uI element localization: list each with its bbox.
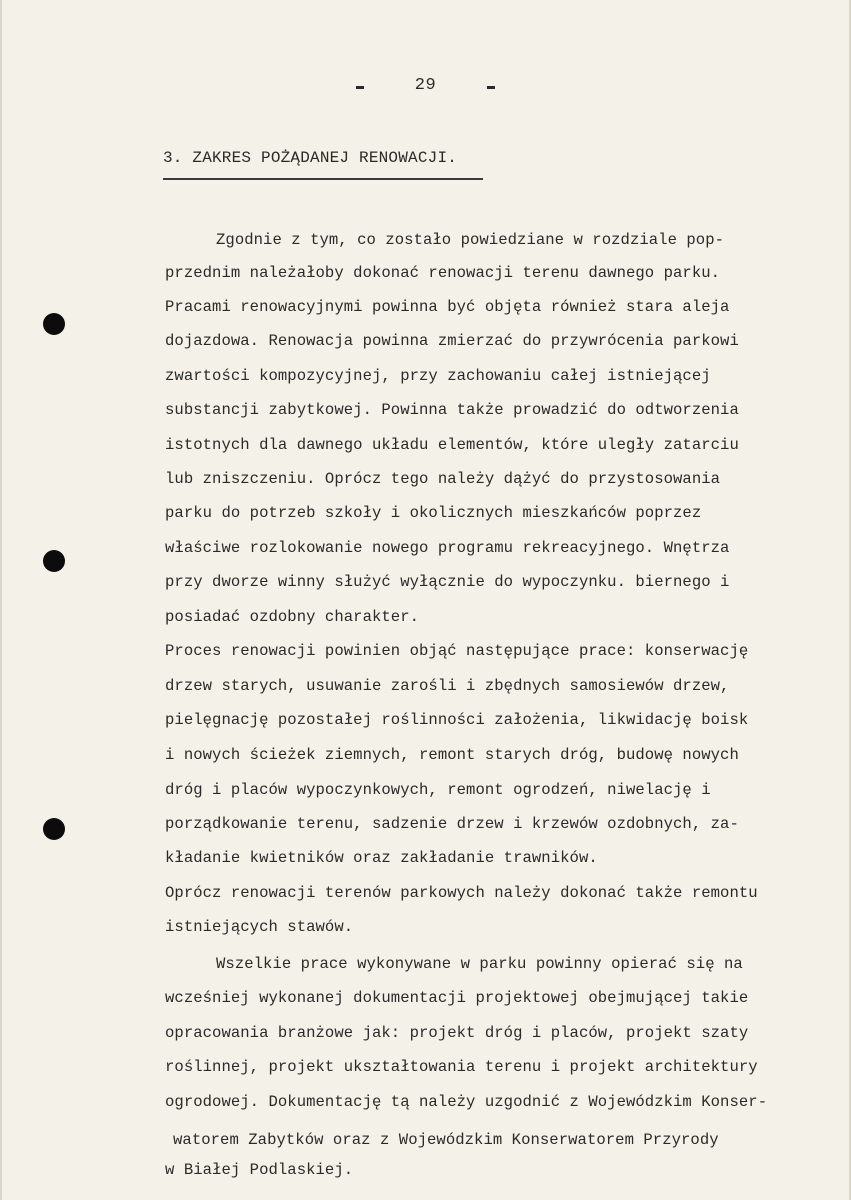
page-left-edge: [0, 0, 2, 1200]
body-line: w Białej Podlaskiej.: [165, 1161, 354, 1179]
body-line: zwartości kompozycyjnej, przy zachowaniu całej istniejącej: [165, 367, 711, 385]
punch-hole-bottom: [43, 818, 65, 840]
punch-hole-top: [43, 313, 65, 335]
body-line: porządkowanie terenu, sadzenie drzew i krzewów ozdobnych, za-: [165, 815, 739, 833]
page-number: [0, 76, 851, 95]
body-line: watorem Zabytków oraz z Wojewódzkim Konserwatorem Przyrody: [173, 1131, 719, 1149]
body-line: dróg i placów wypoczynkowych, remont ogrodzeń, niwelację i: [165, 781, 711, 799]
body-line: opracowania branżowe jak: projekt dróg i placów, projekt szaty: [165, 1024, 749, 1042]
body-line: przy dworze winny służyć wyłącznie do wypoczynku. biernego i: [165, 573, 730, 591]
body-line: Oprócz renowacji terenów parkowych należy dokonać także remontu: [165, 884, 758, 902]
page-number-left-dash: [356, 86, 364, 89]
body-line: drzew starych, usuwanie zarośli i zbędnych samosiewów drzew,: [165, 677, 730, 695]
body-line: Proces renowacji powinien objąć następujące prace: konserwację: [165, 642, 749, 660]
body-line: parku do potrzeb szkoły i okolicznych mieszkańców poprzez: [165, 504, 702, 522]
body-line: i nowych ścieżek ziemnych, remont starych dróg, budowę nowych: [165, 746, 739, 764]
body-line: właściwe rozlokowanie nowego programu rekreacyjnego. Wnętrza: [165, 539, 730, 557]
page-number-right-dash: [487, 86, 495, 89]
body-line: przednim należałoby dokonać renowacji terenu dawnego parku.: [165, 264, 721, 282]
body-line: istotnych dla dawnego układu elementów, które uległy zatarciu: [165, 436, 739, 454]
body-line: lub zniszczeniu. Oprócz tego należy dążyć do przystosowania: [165, 470, 721, 488]
page-number-value: 29: [414, 76, 437, 95]
section-heading: 3. ZAKRES POŻĄDANEJ RENOWACJI.: [163, 149, 458, 167]
body-line: posiadać ozdobny charakter.: [165, 608, 420, 626]
body-line: wcześniej wykonanej dokumentacji projektowej obejmującej takie: [165, 989, 749, 1007]
body-line: Zgodnie z tym, co zostało powiedziane w rozdziale pop-: [216, 231, 725, 249]
body-line: kładanie kwietników oraz zakładanie trawników.: [165, 849, 598, 867]
body-line: Pracami renowacyjnymi powinna być objęta również stara aleja: [165, 298, 730, 316]
body-line: ogrodowej. Dokumentację tą należy uzgodnić z Wojewódzkim Konser-: [165, 1093, 768, 1111]
body-line: pielęgnację pozostałej roślinności założenia, likwidację boisk: [165, 711, 749, 729]
body-line: Wszelkie prace wykonywane w parku powinny opierać się na: [216, 955, 743, 973]
body-line: istniejących stawów.: [165, 918, 354, 936]
body-line: dojazdowa. Renowacja powinna zmierzać do przywrócenia parkowi: [165, 332, 739, 350]
punch-hole-middle: [43, 550, 65, 572]
body-line: substancji zabytkowej. Powinna także prowadzić do odtworzenia: [165, 401, 739, 419]
body-line: roślinnej, projekt ukształtowania terenu i projekt architektury: [165, 1058, 758, 1076]
heading-underline: [163, 178, 483, 180]
